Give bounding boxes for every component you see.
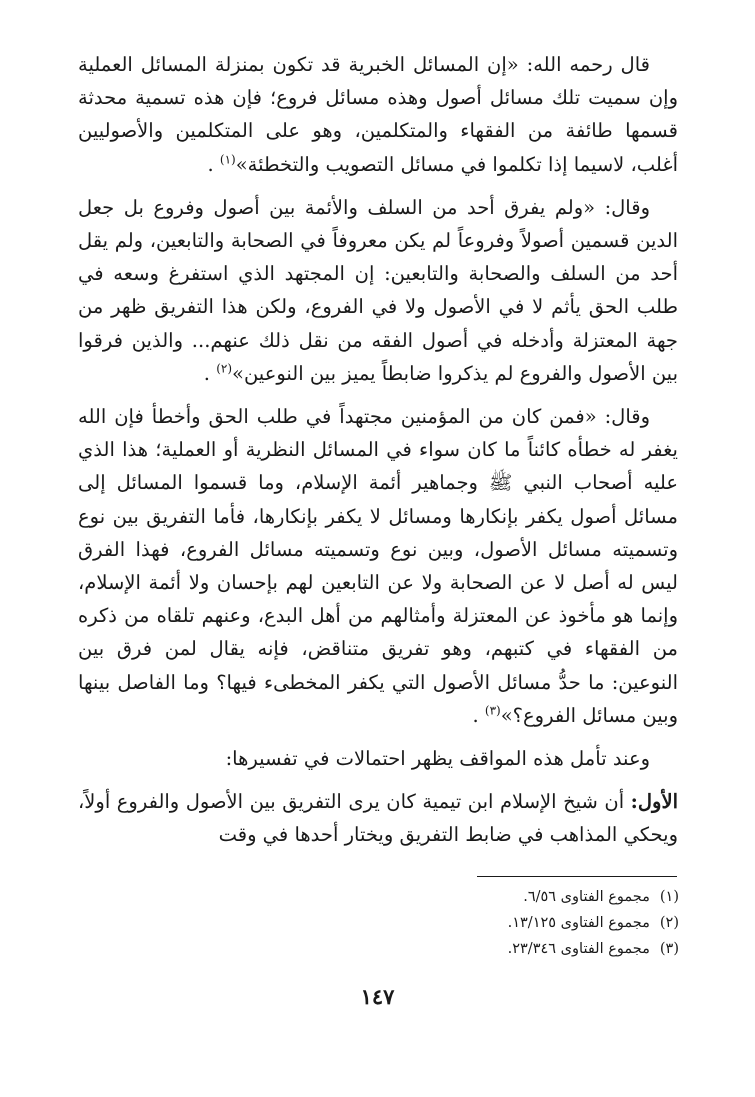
footnote-text: مجموع الفتاوى ٢٣/٣٤٦.	[507, 941, 650, 957]
paragraph-5-term: الأول:	[630, 790, 678, 814]
footnote-1	[359, 884, 679, 910]
paragraph-4	[78, 742, 678, 775]
paragraph-5-text: أن شيخ الإسلام ابن تيمية كان يرى التفريق بين الأصول والفروع أولاً، ويحكي المذاهب في ضابط التفريق ويختار أحدها في وقت	[78, 790, 678, 847]
footnote-text: مجموع الفتاوى ٦/٥٦.	[523, 889, 650, 905]
footnote-3	[359, 936, 679, 962]
paragraph-2-end: .	[203, 361, 217, 385]
paragraph-4-text: وعند تأمل هذه المواقف يظهر احتمالات في تفسيرها:	[225, 747, 650, 771]
footnote-number: (٢)	[659, 915, 679, 931]
footnotes	[359, 884, 679, 962]
paragraph-2	[78, 191, 678, 390]
paragraph-1-end: .	[207, 152, 220, 176]
paragraph-3-text: وقال: «فمن كان من المؤمنين مجتهداً في طلب الحق وأخطأ فإن الله يغفر له خطأه كائناً ما كان سواء في المسائل النظرية أو العملية؛ هذا الذي عليه أصحاب النبي ﷺ وجماهير أئمة الإسلام، وما قسموا المسائل إلى مسائل أصول يكفر بإنكارها ومسائل لا يكفر بإنكارها، فأما التفريق بين نوع وتسميته مسائل الأصول، وبين نوع وتسميته مسائل الفروع، فهذا الفرق ليس له أصل لا عن الصحابة ولا عن التابعين لهم بإحسان ولا أئمة الإسلام، وإنما هو مأخوذ عن المعتزلة وأمثالهم من أهل البدع، وعنهم تلقاه من ذكره من الفقهاء في كتبهم، وهو تفريق متناقض، فإنه يقال لمن فرق بين النوعين: ما حدُّ مسائل الأصول التي يكفر المخطىء فيها؟ وما الفاصل بينها وبين مسائل الفروع؟»	[78, 405, 678, 727]
paragraph-1	[78, 48, 678, 181]
footnote-number: (٣)	[659, 941, 679, 957]
footnote-2	[359, 910, 679, 936]
paragraph-1-text: قال رحمه الله: «إن المسائل الخبرية قد تكون بمنزلة المسائل العملية وإن سميت تلك مسائل أصول وهذه مسائل فروع؛ فإن هذه تسمية محدثة قسمها طائفة من الفقهاء والمتكلمين، وهو على المتكلمين والأصوليين أغلب، لاسيما إذا تكلموا في مسائل التصويب والتخطئة»	[78, 53, 678, 176]
footnote-number: (١)	[659, 889, 679, 905]
footnote-divider	[477, 876, 677, 877]
page-number: ١٤٧	[360, 984, 395, 1009]
footnote-ref-1[interactable]: (١)	[219, 152, 236, 167]
footnote-text: مجموع الفتاوى ١٣/١٢٥.	[507, 915, 650, 931]
footnote-ref-3[interactable]: (٣)	[484, 703, 501, 718]
paragraph-2-text: وقال: «ولم يفرق أحد من السلف والأئمة بين أصول وفروع بل جعل الدين قسمين أصولاً وفروعاً لم يكن معروفاً في الصحابة والتابعين، ولم يقل أحد من السلف والصحابة والتابعين: إن المجتهد الذي استفرغ وسعه في طلب الحق يأثم لا في الأصول ولا في الفروع، ولكن هذا التفريق ظهر من جهة المعتزلة وأدخله في أصول الفقه من نقل ذلك عنهم... والذين فرقوا بين الأصول والفروع لم يذكروا ضابطاً يميز بين النوعين»	[78, 195, 678, 385]
paragraph-3-end: .	[472, 703, 485, 727]
paragraph-5	[78, 785, 678, 851]
paragraph-3	[78, 400, 678, 732]
footnote-ref-2[interactable]: (٢)	[216, 361, 233, 376]
page-body	[78, 48, 678, 862]
